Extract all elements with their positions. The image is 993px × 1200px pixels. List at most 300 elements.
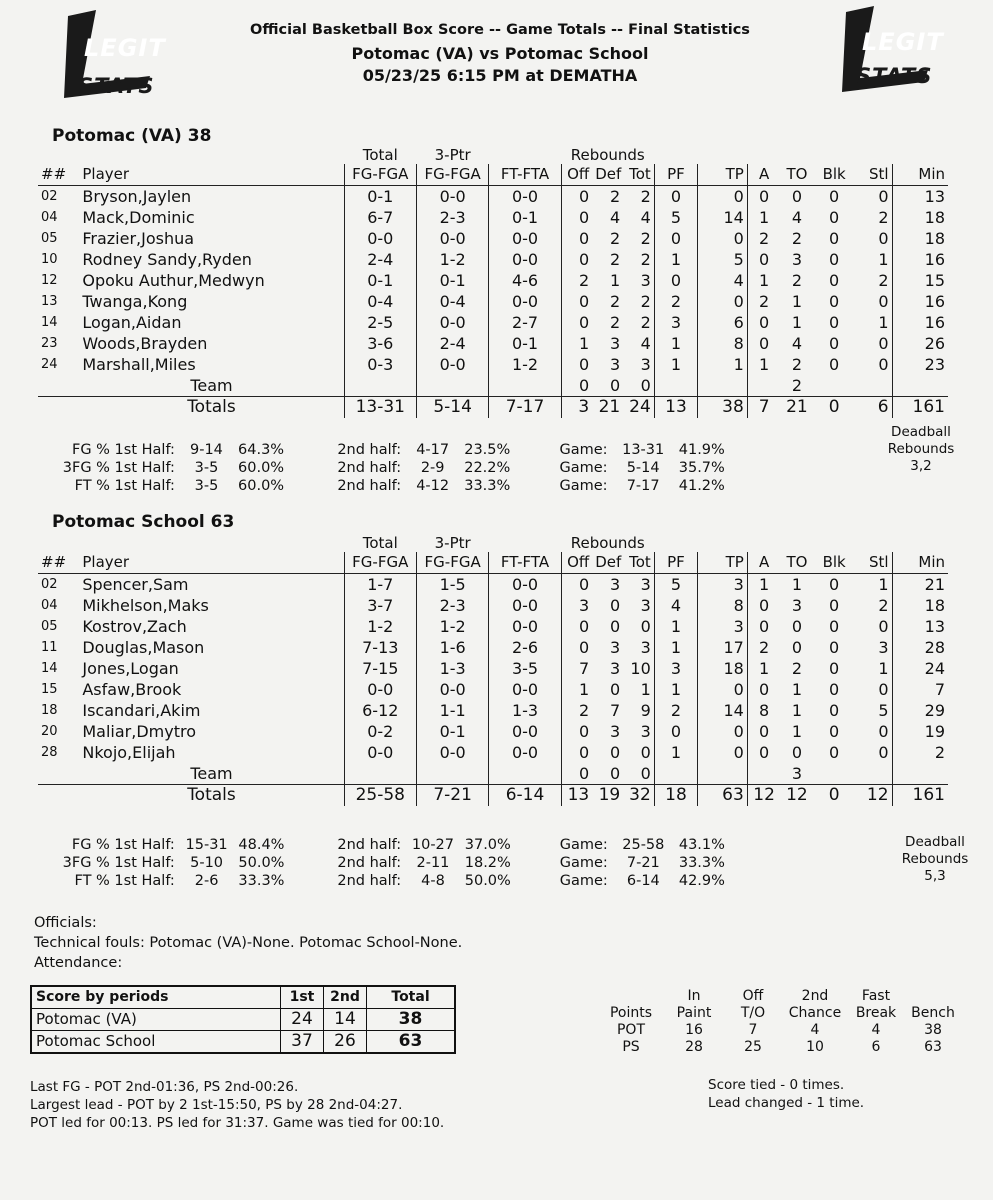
pf: 3 xyxy=(654,658,697,679)
column-label: Min xyxy=(892,552,948,574)
game-pct: 33.3% xyxy=(678,855,725,871)
three-pt: 0-1 xyxy=(416,721,488,742)
fg: 13-31 xyxy=(344,397,416,419)
pct-label: FT % 1st Half: xyxy=(74,873,175,889)
player-name: Maliar,Dmytro xyxy=(82,722,196,741)
steals: 0 xyxy=(878,229,889,248)
fg: 0-4 xyxy=(344,291,416,312)
player-name: Nkojo,Elijah xyxy=(82,743,176,762)
tot-reb: 2 xyxy=(640,250,651,269)
group-label: Total xyxy=(362,534,398,552)
blocks: 0 xyxy=(829,659,840,678)
ft: 0-0 xyxy=(489,616,561,637)
periods-total: 63 xyxy=(367,1031,455,1053)
row-number: 11 xyxy=(41,640,58,655)
column-label: Blk xyxy=(813,552,854,574)
off-reb: 1 xyxy=(561,333,592,354)
tot-reb: 2 xyxy=(640,187,651,206)
points-value: 6 xyxy=(871,1039,881,1055)
first-half-made: 15-31 xyxy=(185,837,228,853)
minutes: 23 xyxy=(892,354,948,375)
ft: 0-0 xyxy=(489,291,561,312)
three-pt: 0-4 xyxy=(416,291,488,312)
column-label: Stl xyxy=(855,164,892,186)
off-reb: 13 xyxy=(561,785,592,807)
three-pt: 2-3 xyxy=(416,595,488,616)
def-reb: 2 xyxy=(610,313,621,332)
off-reb: 0 xyxy=(561,721,592,742)
off-reb: 0 xyxy=(561,207,592,228)
box-score-table xyxy=(38,146,948,418)
column-label: FG-FGA xyxy=(344,164,416,186)
def-reb: 19 xyxy=(592,785,623,807)
ft: 0-0 xyxy=(489,228,561,249)
periods-1st: 24 xyxy=(281,1009,324,1031)
column-label: PF xyxy=(654,164,697,186)
player-name: Kostrov,Zach xyxy=(82,617,187,636)
points-value: 7 xyxy=(748,1022,758,1038)
logo-text-bottom: STATS xyxy=(78,74,155,98)
tp: 0 xyxy=(698,228,748,249)
points-row xyxy=(600,1022,964,1039)
def-reb: 0 xyxy=(610,764,621,783)
off-reb: 0 xyxy=(561,375,592,397)
group-cell xyxy=(855,534,892,552)
three-pt: 0-0 xyxy=(416,312,488,333)
game-datetime: 05/23/25 6:15 PM at DEMATHA xyxy=(362,66,638,85)
points-h1: In xyxy=(687,988,701,1004)
blocks: 0 xyxy=(829,187,840,206)
def-reb: 3 xyxy=(610,334,621,353)
player-name: Opoku Authur,Medwyn xyxy=(82,271,265,290)
tot-reb: 1 xyxy=(640,680,651,699)
tot-reb: 2 xyxy=(640,229,651,248)
row-number: 02 xyxy=(41,577,58,592)
ft: 0-0 xyxy=(489,186,561,208)
minutes: 13 xyxy=(892,186,948,208)
fg: 6-7 xyxy=(344,207,416,228)
three-pt: 7-21 xyxy=(416,785,488,807)
player-row xyxy=(38,721,948,742)
officials-block xyxy=(34,913,462,973)
def-reb: 3 xyxy=(610,722,621,741)
fg: 6-12 xyxy=(344,700,416,721)
column-label: Def xyxy=(592,164,623,186)
assists: 1 xyxy=(747,574,780,596)
tp: 8 xyxy=(698,595,748,616)
row-number: 05 xyxy=(41,619,58,634)
steals: 2 xyxy=(878,208,889,227)
def-reb: 7 xyxy=(610,701,621,720)
fg: 2-4 xyxy=(344,249,416,270)
steals: 0 xyxy=(878,334,889,353)
blocks: 0 xyxy=(829,334,840,353)
score-by-periods xyxy=(30,985,456,1054)
tot-reb: 4 xyxy=(640,208,651,227)
team-title-home: Potomac School 63 xyxy=(52,512,235,532)
pf: 4 xyxy=(654,595,697,616)
totals-row xyxy=(38,397,948,419)
game-made: 5-14 xyxy=(626,460,660,476)
pf: 18 xyxy=(654,785,697,807)
tot-reb: 3 xyxy=(640,638,651,657)
tot-reb: 0 xyxy=(640,743,651,762)
tp: 0 xyxy=(698,291,748,312)
row-number: 05 xyxy=(41,231,58,246)
def-reb: 0 xyxy=(610,743,621,762)
points-value: 25 xyxy=(744,1039,762,1055)
ft xyxy=(489,763,561,785)
points-row xyxy=(600,1039,964,1056)
player-name: Totals xyxy=(79,397,344,419)
player-name: Twanga,Kong xyxy=(82,292,188,311)
points-h1 xyxy=(600,988,662,1005)
group-cell xyxy=(747,146,780,164)
ft: 1-3 xyxy=(489,700,561,721)
player-name: Frazier,Joshua xyxy=(82,229,195,248)
row-number: 10 xyxy=(41,252,58,267)
group-cell xyxy=(892,146,948,164)
steals: 5 xyxy=(878,701,889,720)
column-label: Off xyxy=(561,164,592,186)
fg: 3-7 xyxy=(344,595,416,616)
def-reb: 0 xyxy=(610,376,621,395)
first-half-pct: 33.3% xyxy=(238,873,285,889)
game-label: Game: xyxy=(559,478,608,494)
group-label: 3-Ptr xyxy=(434,146,471,164)
second-half-label: 2nd half: xyxy=(337,837,402,853)
tp: 5 xyxy=(698,249,748,270)
player-row xyxy=(38,228,948,249)
pct-label: 3FG % 1st Half: xyxy=(62,460,175,476)
fg: 7-15 xyxy=(344,658,416,679)
blocks: 0 xyxy=(829,313,840,332)
blocks: 0 xyxy=(829,638,840,657)
pct-label: FG % 1st Half: xyxy=(71,837,175,853)
player-name: Iscandari,Akim xyxy=(82,701,201,720)
minutes: 7 xyxy=(892,679,948,700)
fg xyxy=(344,375,416,397)
pct-label: FG % 1st Half: xyxy=(71,442,175,458)
game-pct: 35.7% xyxy=(678,460,725,476)
column-label: TO xyxy=(780,552,813,574)
fg: 7-13 xyxy=(344,637,416,658)
game-notes xyxy=(30,1078,444,1132)
box-score-table xyxy=(38,534,948,806)
ft: 1-2 xyxy=(489,354,561,375)
assists: 8 xyxy=(747,700,780,721)
column-label: FG-FGA xyxy=(416,552,488,574)
group-cell xyxy=(813,146,854,164)
three-pt: 5-14 xyxy=(416,397,488,419)
turnovers: 1 xyxy=(791,701,803,720)
fg: 2-5 xyxy=(344,312,416,333)
pf: 0 xyxy=(654,228,697,249)
turnovers: 0 xyxy=(791,638,803,657)
tot-reb: 0 xyxy=(640,764,651,783)
pct-row xyxy=(42,854,742,872)
ft: 2-7 xyxy=(489,312,561,333)
steals xyxy=(855,375,892,397)
player-name: Rodney Sandy,Ryden xyxy=(82,250,252,269)
pct-label: 3FG % 1st Half: xyxy=(62,855,175,871)
points-h2: Bench xyxy=(911,1005,955,1021)
pf: 13 xyxy=(654,397,697,419)
column-label: Def xyxy=(592,552,623,574)
turnovers: 1 xyxy=(791,680,803,699)
off-reb: 0 xyxy=(561,312,592,333)
minutes: 19 xyxy=(892,721,948,742)
blocks: 0 xyxy=(829,701,840,720)
assists: 0 xyxy=(747,249,780,270)
player-name: Team xyxy=(190,764,233,783)
blocks xyxy=(813,375,854,397)
second-half-pct: 33.3% xyxy=(464,478,511,494)
assists: 1 xyxy=(747,354,780,375)
three-pt: 1-1 xyxy=(416,700,488,721)
ft: 0-0 xyxy=(489,574,561,596)
def-reb: 2 xyxy=(610,292,621,311)
column-label: Tot xyxy=(623,164,654,186)
player-row xyxy=(38,700,948,721)
ft: 0-1 xyxy=(489,333,561,354)
off-reb: 0 xyxy=(561,186,592,208)
column-label: Off xyxy=(561,552,592,574)
second-half-pct: 37.0% xyxy=(464,837,511,853)
first-half-made: 3-5 xyxy=(194,478,219,494)
game-made: 13-31 xyxy=(622,442,665,458)
group-cell xyxy=(79,534,344,552)
matchup-title: Potomac (VA) vs Potomac School xyxy=(351,44,649,63)
game-made: 25-58 xyxy=(622,837,665,853)
tot-reb: 3 xyxy=(640,722,651,741)
tot-reb: 3 xyxy=(640,596,651,615)
minutes: 16 xyxy=(892,291,948,312)
turnovers: 2 xyxy=(791,376,803,395)
off-reb: 0 xyxy=(561,637,592,658)
logo-text-top: LEGIT xyxy=(862,28,944,56)
group-cell xyxy=(489,534,561,552)
logo-swoosh-icon xyxy=(828,6,938,106)
tot-reb: 10 xyxy=(630,659,651,678)
score-tied-note: Score tied - 0 times. xyxy=(708,1077,845,1093)
player-row xyxy=(38,354,948,375)
player-name: Logan,Aidan xyxy=(82,313,182,332)
def-reb: 2 xyxy=(610,229,621,248)
assists: 1 xyxy=(747,207,780,228)
row-number: 14 xyxy=(41,315,58,330)
points-h2: Break xyxy=(855,1005,897,1021)
blocks: 0 xyxy=(829,271,840,290)
off-reb: 0 xyxy=(561,574,592,596)
tp: 3 xyxy=(698,574,748,596)
periods-row xyxy=(32,1031,455,1053)
ft: 0-0 xyxy=(489,249,561,270)
group-cell xyxy=(892,534,948,552)
ft: 0-0 xyxy=(489,679,561,700)
turnovers: 21 xyxy=(780,397,813,419)
attendance-line: Attendance: xyxy=(34,955,123,971)
group-label: Rebounds xyxy=(570,534,645,552)
tot-reb: 4 xyxy=(640,334,651,353)
shooting-pct-table xyxy=(42,441,742,495)
largest-lead-note: Largest lead - POT by 2 1st-15:50, PS by 28 2nd-04:27. xyxy=(30,1097,403,1113)
player-name: Marshall,Miles xyxy=(82,355,196,374)
fg: 1-2 xyxy=(344,616,416,637)
blocks: 0 xyxy=(829,722,840,741)
column-label: Player xyxy=(79,552,344,574)
def-reb: 2 xyxy=(610,187,621,206)
steals: 0 xyxy=(878,617,889,636)
def-reb: 2 xyxy=(610,250,621,269)
row-number: 12 xyxy=(41,273,58,288)
column-label: Player xyxy=(79,164,344,186)
assists: 0 xyxy=(747,742,780,763)
row-number: 24 xyxy=(41,357,58,372)
second-half-made: 2-9 xyxy=(420,460,445,476)
def-reb: 3 xyxy=(610,659,621,678)
tp xyxy=(698,375,748,397)
report-title: Official Basketball Box Score -- Game Totals -- Final Statistics xyxy=(250,22,750,38)
column-label: TP xyxy=(698,164,748,186)
legit-stats-logo-left xyxy=(50,6,166,106)
player-name: Mack,Dominic xyxy=(82,208,195,227)
game-made: 7-17 xyxy=(626,478,660,494)
column-label: FG-FGA xyxy=(416,164,488,186)
blocks: 0 xyxy=(829,617,840,636)
group-cell xyxy=(654,146,697,164)
turnovers: 1 xyxy=(791,313,803,332)
fg: 0-3 xyxy=(344,354,416,375)
assists xyxy=(747,763,780,785)
first-half-made: 3-5 xyxy=(194,460,219,476)
game-label: Game: xyxy=(559,460,608,476)
minutes xyxy=(892,375,948,397)
fg: 0-0 xyxy=(344,679,416,700)
deadball-label: Deadball xyxy=(891,424,951,440)
deadball-label: Deadball xyxy=(905,834,965,850)
second-half-label: 2nd half: xyxy=(337,855,402,871)
first-half-pct: 60.0% xyxy=(238,460,285,476)
blocks: 0 xyxy=(813,397,854,419)
turnovers: 4 xyxy=(791,334,803,353)
tot-reb: 3 xyxy=(640,575,651,594)
second-half-pct: 22.2% xyxy=(464,460,511,476)
turnovers: 2 xyxy=(791,659,803,678)
periods-team: Potomac School xyxy=(32,1031,281,1053)
points-team: PS xyxy=(622,1039,640,1055)
off-reb: 0 xyxy=(561,742,592,763)
deadball-value: 5,3 xyxy=(924,868,946,884)
off-reb: 0 xyxy=(561,249,592,270)
tp: 4 xyxy=(698,270,748,291)
blocks: 0 xyxy=(829,596,840,615)
lead-changed-note: Lead changed - 1 time. xyxy=(708,1095,865,1111)
minutes: 21 xyxy=(892,574,948,596)
pct-row xyxy=(42,441,742,459)
assists: 1 xyxy=(747,658,780,679)
tp: 0 xyxy=(698,186,748,208)
tp: 3 xyxy=(698,616,748,637)
row-number: 20 xyxy=(41,724,58,739)
pct-row xyxy=(42,459,742,477)
column-label: PF xyxy=(654,552,697,574)
turnovers: 2 xyxy=(791,229,803,248)
tp: 14 xyxy=(698,207,748,228)
assists: 2 xyxy=(747,228,780,249)
row-number: 28 xyxy=(41,745,58,760)
game-pct: 41.9% xyxy=(678,442,725,458)
assists: 1 xyxy=(747,270,780,291)
pf: 1 xyxy=(654,637,697,658)
points-h2: T/O xyxy=(740,1005,766,1021)
tot-reb: 0 xyxy=(640,617,651,636)
column-label: TO xyxy=(780,164,813,186)
fg: 0-1 xyxy=(344,186,416,208)
fg: 25-58 xyxy=(344,785,416,807)
points-value: 38 xyxy=(924,1022,942,1038)
row-number: 04 xyxy=(41,598,58,613)
tp: 14 xyxy=(698,700,748,721)
game-label: Game: xyxy=(559,873,608,889)
tot-reb: 3 xyxy=(640,271,651,290)
group-cell xyxy=(38,534,79,552)
three-pt: 1-2 xyxy=(416,249,488,270)
column-header-row xyxy=(38,552,948,574)
pf: 1 xyxy=(654,679,697,700)
def-reb: 0 xyxy=(610,596,621,615)
row-number xyxy=(38,785,79,807)
minutes: 161 xyxy=(892,397,948,419)
steals: 1 xyxy=(878,575,889,594)
points-value: 4 xyxy=(810,1022,820,1038)
pf: 0 xyxy=(654,721,697,742)
turnovers: 3 xyxy=(791,764,803,783)
second-half-made: 10-27 xyxy=(411,837,455,853)
group-cell xyxy=(698,146,748,164)
pf: 1 xyxy=(654,249,697,270)
assists: 0 xyxy=(747,333,780,354)
tot-reb: 2 xyxy=(640,292,651,311)
turnovers: 0 xyxy=(791,743,803,762)
first-half-pct: 50.0% xyxy=(238,855,285,871)
column-label: A xyxy=(747,164,780,186)
pf: 3 xyxy=(654,312,697,333)
game-pct: 41.2% xyxy=(678,478,725,494)
steals: 12 xyxy=(855,785,892,807)
steals: 2 xyxy=(878,271,889,290)
player-row xyxy=(38,333,948,354)
fg: 3-6 xyxy=(344,333,416,354)
turnovers: 4 xyxy=(791,208,803,227)
player-row xyxy=(38,742,948,763)
three-pt: 0-0 xyxy=(416,228,488,249)
blocks: 0 xyxy=(829,743,840,762)
row-number: 18 xyxy=(41,703,58,718)
player-name: Asfaw,Brook xyxy=(82,680,182,699)
group-cell xyxy=(855,146,892,164)
minutes: 161 xyxy=(892,785,948,807)
player-name: Team xyxy=(190,376,233,395)
three-pt: 0-0 xyxy=(416,354,488,375)
off-reb: 3 xyxy=(561,397,592,419)
def-reb: 3 xyxy=(610,638,621,657)
blocks: 0 xyxy=(829,575,840,594)
points-header-row-2 xyxy=(600,1005,964,1022)
pf: 0 xyxy=(654,186,697,208)
def-reb: 3 xyxy=(610,355,621,374)
steals: 1 xyxy=(878,313,889,332)
